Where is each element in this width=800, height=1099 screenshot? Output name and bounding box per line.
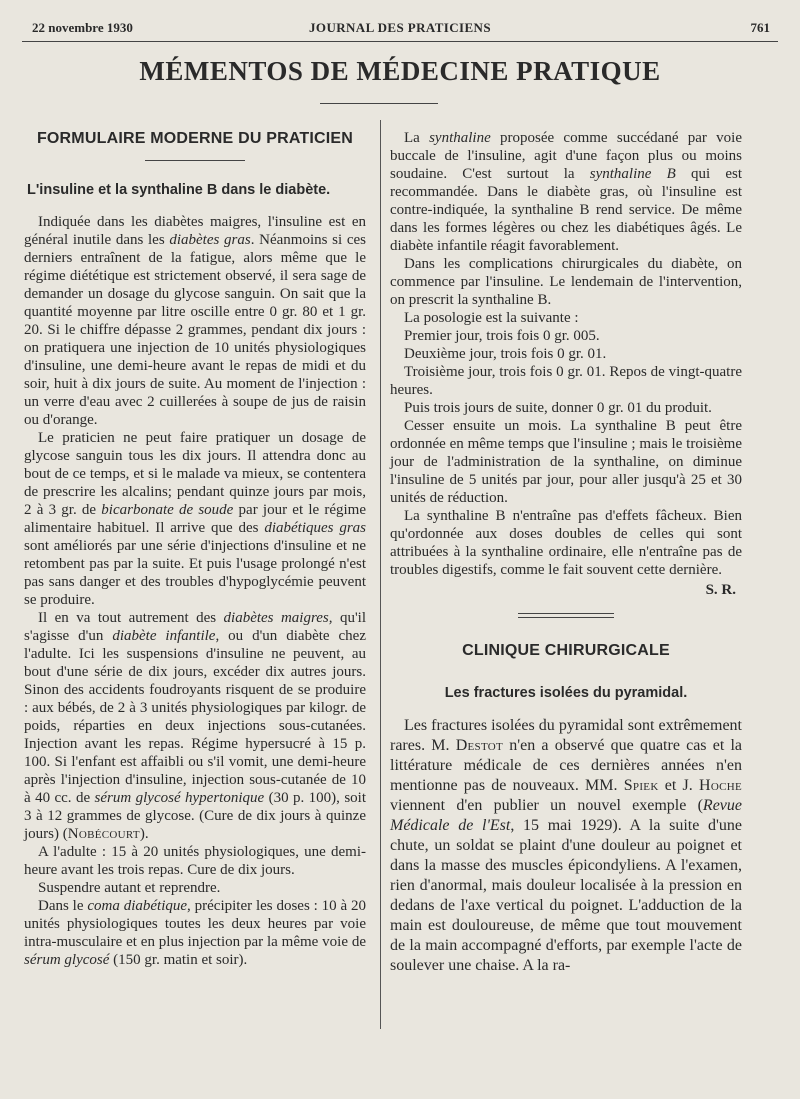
section-heading-clinique: CLINIQUE CHIRURGICALE — [462, 642, 670, 659]
dosage-line: Troisième jour, trois fois 0 gr. 01. Repos de vingt-quatre heures. — [390, 364, 742, 398]
dosage-line: Deuxième jour, trois fois 0 gr. 01. — [404, 346, 607, 362]
header-page-number: 761 — [750, 20, 770, 35]
page-title: MÉMENTOS DE MÉDECINE PRATIQUE — [139, 56, 661, 86]
article-title-pyramidal: Les fractures isolées du pyramidal. — [444, 685, 688, 701]
dosage-line: Puis trois jours de suite, donner 0 gr. 01 du produit. — [404, 400, 712, 416]
paragraph: Indiquée dans les diabètes maigres, l'insuline est en général inutile dans les diabètes gras. Néanmoins si ces derniers entraînent de la fatigue, alors même que le régime diététique est strictement observé, il sera sage de demander un dosage du glycose sanguin. On sait que la quantité moyenne par litre oscille entre 0 gr. 80 et 1 gr. 20. Si le chiffre dépasse 2 grammes, pendant dix jours : on pratiquera une injection de 10 unités physiologiques d'insuline, une demi-heure avant le repas de midi et du soir, huit à dix jours de suite. Au moment de l'injection : un verre d'eau avec 2 cuillerées à soupe de jus de raisin ou d'orange. — [24, 214, 366, 428]
column-divider — [380, 120, 381, 1029]
paragraph: Le praticien ne peut faire pratiquer un dosage de glycose sanguin tous les dix jours. Il attendra donc au bout de ce temps, et si le malade va mieux, se contentera de prescrire les alcalins; pendant quinze jours par mois, 2 à 3 gr. de bicarbonate de soude par jour et le régime alimentaire habituel. Il arrive que des diabétiques gras sont améliorés par une série d'injections d'insuline et ne retombent pas par la suite. Et puis l'usage prolongé n'est pas sans danger et des troubles d'hypoglycémie peuvent se produire. — [24, 430, 366, 608]
paragraph: Cesser ensuite un mois. La synthaline B peut être ordonnée en même temps que l'insuline ; mais le troisième jour de l'administration de la synthaline, on diminue l'insuline de 5 unités par jour, pour aller jusqu'à 25 et 30 unités de réduction. — [390, 418, 742, 506]
paragraph: Les fractures isolées du pyramidal sont extrêmement rares. M. Destot n'en a observé que quatre cas et la littérature médicale de ces dernières années n'en mentionne pas de nouveaux. MM. Spiek et J. Hoche viennent d'en publier un nouvel exemple (Revue Médicale de l'Est, 15 mai 1929). A la suite d'une chute, un soldat se plaint d'une douleur au poignet et dans la masse des muscles épicondyliens. A l'examen, rien d'anormal, mais douleur localisée à la pression en dedans de l'axe vertical du poignet. L'adduction de la main est douloureuse, de même que tout mouvement de la main accompagné d'efforts, par exemple l'acte de soulever une chaise. A la ra- — [390, 717, 743, 974]
paragraph: Il en va tout autrement des diabètes maigres, qu'il s'agisse d'un diabète infantile, ou d'un diabète chez l'adulte. Ici les suspensions d'insuline ne peuvent, au bout d'une série de dix jours, excéder dix autres jours. Sinon des accidents foudroyants risquent de se produire : aux bébés, de 2 à 3 unités physiologiques par kilogr. de poids, réparties en deux injections sous-cutanées. Injection avant les repas. Régime hypersucré à 15 p. 100. Si l'enfant est affaibli ou s'il vomit, une demi-heure après l'injection d'insuline, injection sous-cutanée de 10 à 40 cc. de sérum glycosé hypertonique (30 p. 100), soit 3 à 12 grammes de glycose. (Cure de dix jours à quinze jours) (Nobécourt). — [24, 610, 367, 842]
right-column — [390, 129, 742, 976]
left-column — [24, 130, 366, 969]
paragraph: La posologie est la suivante : — [404, 310, 579, 326]
section-rule — [145, 160, 245, 161]
paragraph: Dans le coma diabétique, précipiter les doses : 10 à 20 unités physiologiques toutes les deux heures par voie intra-musculaire et en plus injection par la même voie de sérum glycosé (150 gr. matin et soir). — [24, 898, 367, 968]
paragraph: Dans les complications chirurgicales du diabète, on commence par l'insuline. Le lendemain de l'intervention, on prescrit la synthaline B. — [390, 256, 742, 308]
paragraph: Suspendre autant et reprendre. — [38, 880, 221, 896]
paragraph: La synthaline B n'entraîne pas d'effets fâcheux. Bien qu'ordonnée aux doses doubles de celles qui sont attribuées à la synthaline ordinaire, elle n'entraîne pas de troubles digestifs, comme le fait souvent cette dernière. — [390, 508, 742, 578]
section-heading-formulaire: FORMULAIRE MODERNE DU PRATICIEN — [36, 130, 354, 147]
article-body-pyramidal — [390, 716, 742, 976]
header-rule — [22, 41, 778, 42]
dosage-line: Premier jour, trois fois 0 gr. 005. — [404, 328, 600, 344]
author-signature: S. R. — [705, 582, 736, 598]
double-rule — [518, 613, 614, 618]
title-rule — [320, 103, 438, 104]
header-journal-name: JOURNAL DES PRATICIENS — [309, 20, 491, 35]
header-date: 22 novembre 1930 — [32, 20, 133, 35]
article-title-insuline: L'insuline et la synthaline B dans le diabète. — [27, 182, 331, 198]
paragraph: A l'adulte : 15 à 20 unités physiologiques, une demi-heure avant les trois repas. Cure de dix jours. — [24, 844, 366, 878]
paragraph: La synthaline proposée comme succédané par voie buccale de l'insuline, agit d'une façon plus ou moins soudaine. C'est surtout la synthaline B qui est recommandée. Dans le diabète gras, où l'insuline est contre-indiquée, la synthaline B rend service. De même dans les formes légères ou chez les diabétiques âgés. Le diabète infantile réagit favorablement. — [390, 130, 742, 254]
running-head — [22, 16, 778, 38]
